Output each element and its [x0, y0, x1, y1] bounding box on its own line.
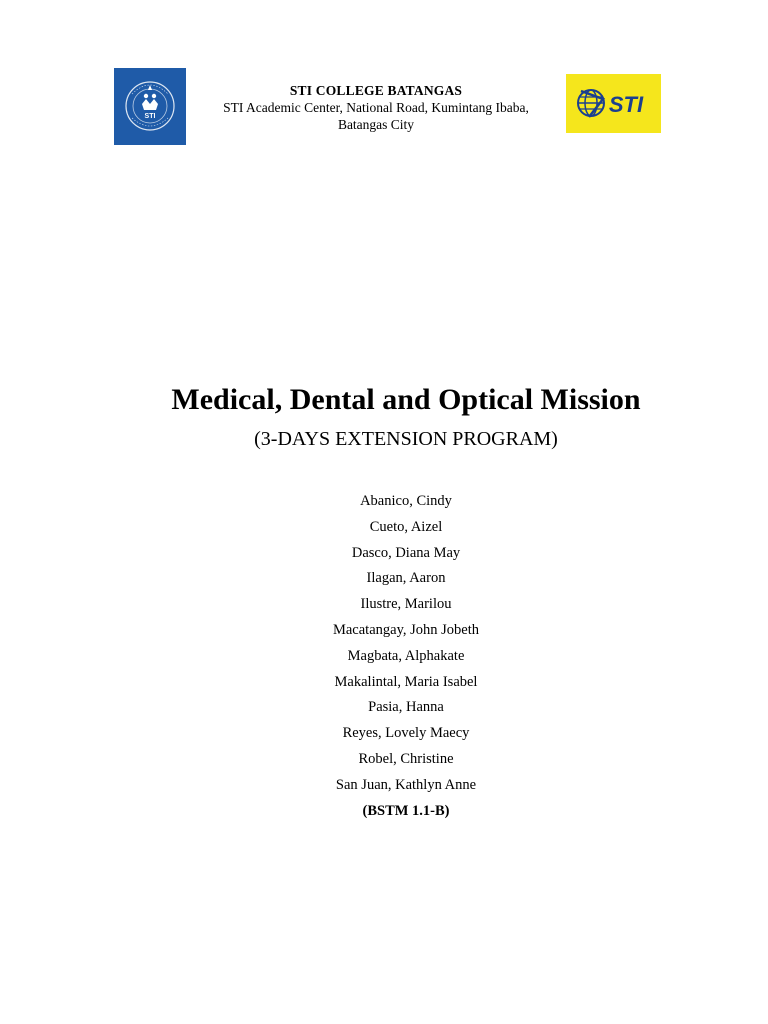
- sti-globe-logo: [566, 74, 661, 133]
- section-label: (BSTM 1.1-B): [362, 803, 450, 819]
- sti-seal-logo: [114, 68, 186, 145]
- list-item: Ilustre, Marilou: [360, 596, 452, 613]
- list-item: Macatangay, John Jobeth: [332, 621, 480, 638]
- globe-logo-text: STI: [608, 92, 644, 117]
- list-item: Abanico, Cindy: [360, 493, 452, 509]
- list-item: Magbata, Alphakate: [347, 647, 465, 664]
- list-item: Reyes, Lovely Maecy: [342, 725, 470, 742]
- list-item: Ilagan, Aaron: [366, 570, 446, 587]
- seal-logo-text: STI: [144, 113, 156, 120]
- list-item: Robel, Christine: [358, 750, 454, 767]
- list-item: Makalintal, Maria Isabel: [334, 673, 478, 690]
- address-line-1: STI Academic Center, National Road, Kumintang Ibaba,: [223, 100, 529, 115]
- school-name: STI COLLEGE BATANGAS: [289, 83, 463, 98]
- page-title: Medical, Dental and Optical Mission: [171, 383, 641, 416]
- page-subtitle: (3-DAYS EXTENSION PROGRAM): [254, 428, 558, 450]
- list-item: Pasia, Hanna: [368, 699, 444, 716]
- list-item: San Juan, Kathlyn Anne: [335, 776, 477, 793]
- address-line-2: Batangas City: [337, 117, 415, 132]
- list-item: Cueto, Aizel: [369, 518, 443, 535]
- member-list: [0, 489, 768, 799]
- list-item: Dasco, Diana May: [351, 544, 461, 561]
- letterhead: [190, 82, 562, 133]
